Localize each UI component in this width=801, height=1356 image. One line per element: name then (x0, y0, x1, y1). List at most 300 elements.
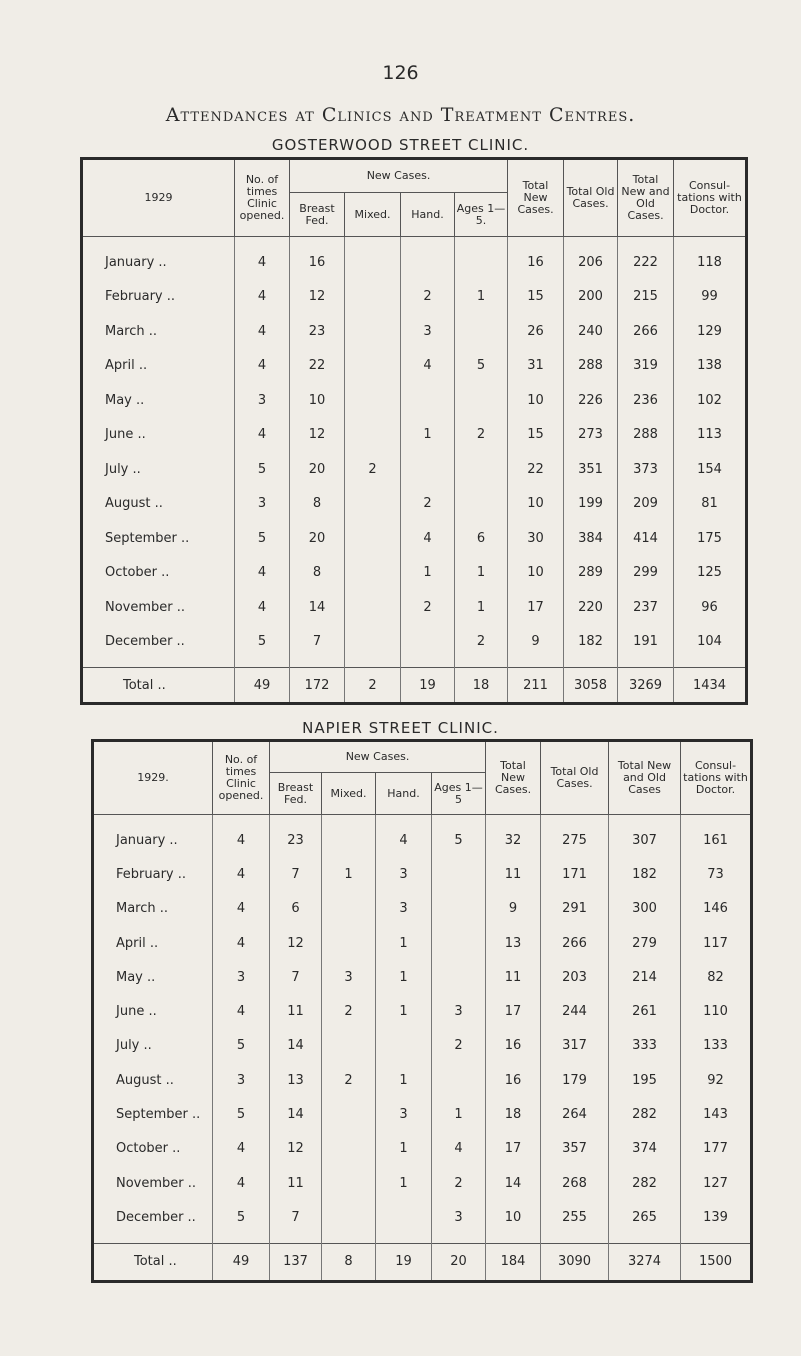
table-cell: 4 (235, 245, 290, 280)
total-cell: 3269 (618, 668, 674, 704)
table-cell (401, 452, 455, 487)
table-row (82, 280, 747, 315)
table-cell (345, 245, 401, 280)
table-cell: 139 (681, 1200, 752, 1234)
month-label: February .. (105, 289, 176, 305)
month-label: August .. (116, 1072, 174, 1088)
table-cell: 414 (618, 521, 674, 556)
table-cell: 299 (618, 556, 674, 591)
gosterwood-clinic-title: GOSTERWOOD STREET CLINIC. (271, 136, 530, 154)
table-cell (455, 314, 508, 349)
table-cell: 8 (290, 556, 345, 591)
total-label: Total .. (82, 668, 235, 704)
table-cell: 31 (508, 349, 564, 384)
table-cell: 4 (235, 280, 290, 315)
table-body (93, 815, 752, 1282)
table-cell: 1 (322, 857, 376, 891)
table-body (82, 237, 747, 704)
total-cell: 1434 (674, 668, 747, 704)
table-cell: 22 (290, 349, 345, 384)
spacer-cell (213, 1235, 270, 1244)
total-cell: 49 (213, 1243, 270, 1281)
table-cell: 14 (486, 1166, 541, 1200)
total-new-header: Total New Cases. (508, 159, 564, 237)
table-cell: 10 (486, 1200, 541, 1234)
table-row (93, 1200, 752, 1234)
total-row (93, 1243, 752, 1281)
table-cell: 10 (508, 556, 564, 591)
total-cell: 2 (345, 668, 401, 704)
table-cell: 374 (609, 1132, 681, 1166)
new-cases-header: New Cases. (290, 159, 508, 193)
table-cell (322, 926, 376, 960)
table-cell: 255 (541, 1200, 609, 1234)
total-cell: 3058 (564, 668, 618, 704)
table-cell: 3 (432, 994, 486, 1028)
table-cell (345, 280, 401, 315)
table-cell: 275 (541, 823, 609, 857)
table-cell: 161 (681, 823, 752, 857)
table-cell: 7 (270, 857, 322, 891)
table-cell: 5 (235, 452, 290, 487)
table-cell: 1 (401, 418, 455, 453)
table-cell: 13 (270, 1063, 322, 1097)
consultations-header: Consul- tations with Doctor. (674, 159, 747, 237)
table-cell: 4 (235, 349, 290, 384)
table-cell: 30 (508, 521, 564, 556)
spacer-cell (432, 815, 486, 824)
table-cell: 220 (564, 590, 618, 625)
table-cell: 10 (290, 383, 345, 418)
breast-fed-header: Breast Fed. (270, 773, 322, 815)
table-cell: 102 (674, 383, 747, 418)
spacer-cell (376, 1235, 432, 1244)
table-row (82, 556, 747, 591)
mixed-header: Mixed. (345, 193, 401, 237)
table-cell: 125 (674, 556, 747, 591)
month-label: August .. (105, 496, 163, 512)
total-new-old-header: Total New and Old Cases (609, 741, 681, 815)
table-cell: 20 (290, 452, 345, 487)
table-cell: 266 (541, 926, 609, 960)
table-cell: 96 (674, 590, 747, 625)
spacer-cell (508, 237, 564, 246)
table-cell (455, 487, 508, 522)
table-cell (322, 1200, 376, 1234)
table-cell: 4 (213, 926, 270, 960)
table-cell: 1 (432, 1097, 486, 1131)
table-cell: 5 (213, 1200, 270, 1234)
table-cell: 10 (508, 487, 564, 522)
table-cell: 2 (401, 487, 455, 522)
table-cell: 1 (376, 960, 432, 994)
table-cell: 6 (270, 892, 322, 926)
table-cell: 236 (618, 383, 674, 418)
spacer-cell (681, 815, 752, 824)
table-cell: 5 (213, 1029, 270, 1063)
table-cell: 288 (618, 418, 674, 453)
table-row (93, 1132, 752, 1166)
new-cases-header: New Cases. (270, 741, 486, 773)
page-title: Attendances at Clinics and Treatment Centres. (165, 104, 636, 126)
table-cell: 8 (290, 487, 345, 522)
table-cell (345, 314, 401, 349)
total-cell: 20 (432, 1243, 486, 1281)
table-cell: 1 (376, 994, 432, 1028)
table-cell: 14 (270, 1029, 322, 1063)
spacer-row (93, 1235, 752, 1244)
table-row (82, 521, 747, 556)
table-cell: 1 (455, 556, 508, 591)
times-opened-header: No. of times Clinic opened. (213, 741, 270, 815)
mixed-header: Mixed. (322, 773, 376, 815)
spacer-cell (681, 1235, 752, 1244)
table-cell (322, 1132, 376, 1166)
spacer-row (93, 815, 752, 824)
total-cell: 3090 (541, 1243, 609, 1281)
table-cell: 10 (508, 383, 564, 418)
table-cell (401, 245, 455, 280)
table-cell: 7 (270, 1200, 322, 1234)
table-cell: 23 (270, 823, 322, 857)
table-cell: 5 (432, 823, 486, 857)
table-cell: 3 (376, 892, 432, 926)
table-cell: 244 (541, 994, 609, 1028)
spacer-cell (674, 237, 747, 246)
month-label: October .. (105, 565, 170, 581)
table-cell: 17 (508, 590, 564, 625)
table-cell: 14 (290, 590, 345, 625)
table-cell: 138 (674, 349, 747, 384)
spacer-cell (213, 815, 270, 824)
month-label: April .. (116, 935, 159, 951)
table-cell: 4 (213, 1166, 270, 1200)
table-cell: 12 (290, 418, 345, 453)
table-cell: 289 (564, 556, 618, 591)
table-cell (322, 823, 376, 857)
table-cell: 117 (681, 926, 752, 960)
table-cell: 2 (322, 994, 376, 1028)
table-cell: 171 (541, 857, 609, 891)
table-row (93, 1097, 752, 1131)
table-cell: 175 (674, 521, 747, 556)
table-cell: 215 (618, 280, 674, 315)
month-label: May .. (116, 969, 156, 985)
table-cell (345, 590, 401, 625)
table-row (93, 1029, 752, 1063)
table-cell (322, 1029, 376, 1063)
table-cell: 268 (541, 1166, 609, 1200)
table-cell: 4 (213, 1132, 270, 1166)
ages-header: Ages 1—5 (432, 773, 486, 815)
month-label: January .. (116, 832, 178, 848)
page-number: 126 (382, 62, 419, 84)
spacer-cell (345, 659, 401, 668)
table-cell: 4 (235, 590, 290, 625)
table-cell: 92 (681, 1063, 752, 1097)
table-cell: 15 (508, 280, 564, 315)
table-row (93, 926, 752, 960)
gosterwood-attendance-table (80, 157, 748, 705)
table-cell: 3 (376, 857, 432, 891)
table-cell: 12 (290, 280, 345, 315)
spacer-cell (508, 659, 564, 668)
table-cell (322, 1166, 376, 1200)
table-cell: 373 (618, 452, 674, 487)
table-cell: 240 (564, 314, 618, 349)
table-cell: 206 (564, 245, 618, 280)
table-cell: 7 (290, 625, 345, 660)
table-cell: 6 (455, 521, 508, 556)
total-cell: 8 (322, 1243, 376, 1281)
spacer-cell (541, 1235, 609, 1244)
total-cell: 184 (486, 1243, 541, 1281)
table-cell: 20 (290, 521, 345, 556)
table-cell: 5 (235, 625, 290, 660)
table-cell: 127 (681, 1166, 752, 1200)
table-cell: 288 (564, 349, 618, 384)
table-cell (345, 625, 401, 660)
table-cell: 143 (681, 1097, 752, 1131)
table-cell (345, 349, 401, 384)
table-cell: 5 (213, 1097, 270, 1131)
table-cell: 182 (564, 625, 618, 660)
table-cell: 261 (609, 994, 681, 1028)
table-cell: 11 (486, 960, 541, 994)
table-cell: 4 (213, 857, 270, 891)
total-cell: 137 (270, 1243, 322, 1281)
spacer-cell (322, 815, 376, 824)
table-cell: 1 (376, 1166, 432, 1200)
total-new-old-header: Total New and Old Cases. (618, 159, 674, 237)
month-label: October .. (116, 1141, 181, 1157)
table-cell: 3 (213, 960, 270, 994)
table-cell: 209 (618, 487, 674, 522)
table-cell (376, 1200, 432, 1234)
table-cell: 179 (541, 1063, 609, 1097)
month-label: February .. (116, 866, 187, 882)
table-row (82, 245, 747, 280)
table-cell: 1 (376, 1132, 432, 1166)
table-cell (345, 383, 401, 418)
table-cell: 1 (376, 1063, 432, 1097)
table-cell: 2 (322, 1063, 376, 1097)
consultations-header: Consul- tations with Doctor. (681, 741, 752, 815)
table-cell: 9 (486, 892, 541, 926)
table-cell (322, 892, 376, 926)
table-cell: 17 (486, 994, 541, 1028)
table-cell: 237 (618, 590, 674, 625)
month-label: May .. (105, 392, 145, 408)
table-cell: 1 (401, 556, 455, 591)
spacer-cell (82, 237, 235, 246)
spacer-cell (93, 815, 213, 824)
month-label: July .. (116, 1038, 152, 1054)
table-cell: 384 (564, 521, 618, 556)
spacer-cell (486, 815, 541, 824)
spacer-cell (455, 237, 508, 246)
table-cell: 3 (432, 1200, 486, 1234)
table-cell: 99 (674, 280, 747, 315)
table-cell: 214 (609, 960, 681, 994)
total-cell: 3274 (609, 1243, 681, 1281)
total-old-header: Total Old Cases. (564, 159, 618, 237)
total-cell: 1500 (681, 1243, 752, 1281)
spacer-cell (432, 1235, 486, 1244)
table-cell: 113 (674, 418, 747, 453)
spacer-cell (82, 659, 235, 668)
table-cell: 14 (270, 1097, 322, 1131)
table-cell: 12 (270, 1132, 322, 1166)
table-cell: 177 (681, 1132, 752, 1166)
total-label: Total .. (93, 1243, 213, 1281)
table-cell: 266 (618, 314, 674, 349)
spacer-cell (486, 1235, 541, 1244)
table-cell: 129 (674, 314, 747, 349)
spacer-cell (345, 237, 401, 246)
table-cell: 133 (681, 1029, 752, 1063)
table-cell: 16 (486, 1029, 541, 1063)
total-new-header: Total New Cases. (486, 741, 541, 815)
year-header: 1929. (137, 771, 169, 784)
table-cell: 4 (235, 314, 290, 349)
total-cell: 19 (376, 1243, 432, 1281)
spacer-cell (235, 659, 290, 668)
spacer-cell (455, 659, 508, 668)
table-cell: 12 (270, 926, 322, 960)
month-label: September .. (105, 530, 190, 546)
table-cell: 4 (213, 994, 270, 1028)
table-row (82, 625, 747, 660)
table-cell: 22 (508, 452, 564, 487)
table-cell: 4 (432, 1132, 486, 1166)
table-cell: 279 (609, 926, 681, 960)
table-cell: 9 (508, 625, 564, 660)
table-cell: 154 (674, 452, 747, 487)
table-cell (322, 1097, 376, 1131)
table-row (93, 994, 752, 1028)
table-cell (401, 383, 455, 418)
table-cell: 226 (564, 383, 618, 418)
napier-clinic-title: NAPIER STREET CLINIC. (302, 719, 499, 737)
table-cell: 4 (213, 823, 270, 857)
table-row (82, 590, 747, 625)
spacer-row (82, 237, 747, 246)
table-row (93, 892, 752, 926)
spacer-cell (290, 237, 345, 246)
breast-fed-header: Breast Fed. (290, 193, 345, 237)
table-cell: 2 (345, 452, 401, 487)
table-cell: 2 (455, 418, 508, 453)
ages-header: Ages 1—5. (455, 193, 508, 237)
spacer-cell (564, 659, 618, 668)
spacer-cell (93, 1235, 213, 1244)
table-cell: 3 (376, 1097, 432, 1131)
table-cell: 307 (609, 823, 681, 857)
total-cell: 211 (508, 668, 564, 704)
month-label: November .. (116, 1175, 197, 1191)
spacer-cell (401, 237, 455, 246)
table-cell: 16 (508, 245, 564, 280)
table-cell: 1 (455, 590, 508, 625)
table-cell (455, 452, 508, 487)
table-row (93, 1063, 752, 1097)
table-cell: 2 (401, 280, 455, 315)
spacer-cell (609, 815, 681, 824)
table-cell: 17 (486, 1132, 541, 1166)
table-cell: 146 (681, 892, 752, 926)
month-label: September .. (116, 1107, 201, 1123)
table-cell: 3 (235, 487, 290, 522)
table-cell: 81 (674, 487, 747, 522)
table-cell: 4 (213, 892, 270, 926)
spacer-cell (270, 1235, 322, 1244)
hand-header: Hand. (376, 773, 432, 815)
times-opened-header: No. of times Clinic opened. (235, 159, 290, 237)
table-cell (455, 245, 508, 280)
table-cell: 2 (455, 625, 508, 660)
spacer-cell (618, 237, 674, 246)
spacer-cell (618, 659, 674, 668)
table-cell: 222 (618, 245, 674, 280)
table-cell: 265 (609, 1200, 681, 1234)
table-cell: 4 (235, 556, 290, 591)
table-cell: 32 (486, 823, 541, 857)
table-cell: 195 (609, 1063, 681, 1097)
table-row (93, 960, 752, 994)
table-cell (345, 418, 401, 453)
table-row (82, 452, 747, 487)
table-cell: 182 (609, 857, 681, 891)
month-label: January .. (105, 254, 167, 270)
table-cell (432, 1063, 486, 1097)
table-cell: 357 (541, 1132, 609, 1166)
table-cell (345, 487, 401, 522)
spacer-cell (541, 815, 609, 824)
table-cell: 82 (681, 960, 752, 994)
table-cell: 317 (541, 1029, 609, 1063)
spacer-cell (322, 1235, 376, 1244)
total-cell: 172 (290, 668, 345, 704)
total-row (82, 668, 747, 704)
table-cell (455, 383, 508, 418)
table-row (93, 823, 752, 857)
table-cell: 11 (486, 857, 541, 891)
table-cell: 3 (322, 960, 376, 994)
table-cell: 333 (609, 1029, 681, 1063)
table-row (82, 349, 747, 384)
spacer-row (82, 659, 747, 668)
table-cell: 199 (564, 487, 618, 522)
table-cell: 282 (609, 1097, 681, 1131)
month-label: March .. (116, 901, 169, 917)
total-cell: 19 (401, 668, 455, 704)
table-cell: 4 (376, 823, 432, 857)
table-cell: 4 (401, 349, 455, 384)
table-cell: 4 (401, 521, 455, 556)
table-cell (401, 625, 455, 660)
table-row (82, 487, 747, 522)
table-cell: 2 (432, 1029, 486, 1063)
table-cell: 18 (486, 1097, 541, 1131)
table-cell: 11 (270, 994, 322, 1028)
table-row (82, 418, 747, 453)
table-cell: 7 (270, 960, 322, 994)
table-cell: 104 (674, 625, 747, 660)
table-cell: 3 (213, 1063, 270, 1097)
total-cell: 49 (235, 668, 290, 704)
spacer-cell (376, 815, 432, 824)
